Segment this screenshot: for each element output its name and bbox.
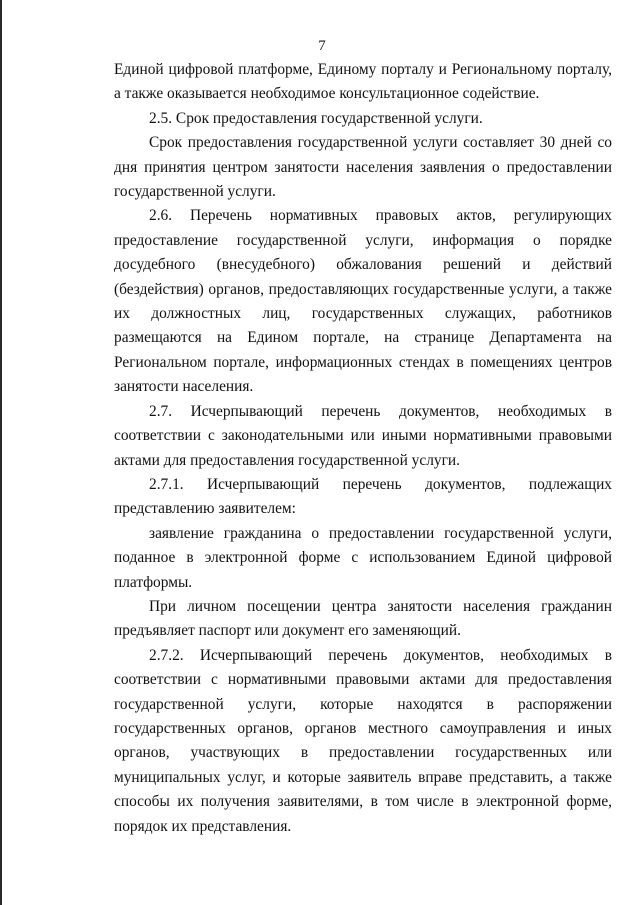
section-2-6: 2.6. Перечень нормативных правовых актов, регулирующих предоставление государственной услуги, информация о порядке досудебного (внесудебного) обжалования решений и действий (бездействия) органов, предоставляющих государственные услуги, а также их должностных лиц, государственных служащих, работников размещаются на Едином портале, на странице Департамента на Региональном портале, информационных стендах в помещениях центров занятости населения. bbox=[114, 207, 612, 396]
page-number: 7 bbox=[318, 38, 326, 54]
section-2-7-2: 2.7.2. Исчерпывающий перечень документов, необходимых в соответствии с нормативными правовыми актами для предоставления государственной услуги, которые находятся в распоряжении государственных органов, органов местного самоуправления и иных органов, участвующих в предоставлении государственных или муниципальных услуг, и которые заявитель вправе представить, а также способы их получения заявителями, в том числе в электронной форме, порядок их представления. bbox=[114, 646, 612, 835]
paragraph: Единой цифровой платформе, Единому порталу и Региональному порталу, а также оказывается необходимое консультационное содействие. bbox=[114, 61, 612, 103]
paragraph: Срок предоставления государственной услуги составляет 30 дней со дня принятия центром занятости населения заявления о предоставлении государственной услуги. bbox=[114, 134, 612, 201]
section-2-7-1: 2.7.1. Исчерпывающий перечень документов, подлежащих представлению заявителем: bbox=[114, 475, 612, 518]
paragraph: заявление гражданина о предоставлении государственной услуги, поданное в электронной форме с использованием Единой цифровой платформы. bbox=[114, 524, 612, 591]
section-2-7: 2.7. Исчерпывающий перечень документов, необходимых в соответствии с законодательными или иными нормативными правовыми актами для предоставления государственной услуги. bbox=[114, 402, 612, 469]
section-heading-2-5: 2.5. Срок предоставления государственной услуги. bbox=[149, 109, 483, 127]
paragraph: При личном посещении центра занятости населения гражданин предъявляет паспорт или документ его заменяющий. bbox=[114, 597, 612, 640]
document-body bbox=[114, 58, 612, 839]
